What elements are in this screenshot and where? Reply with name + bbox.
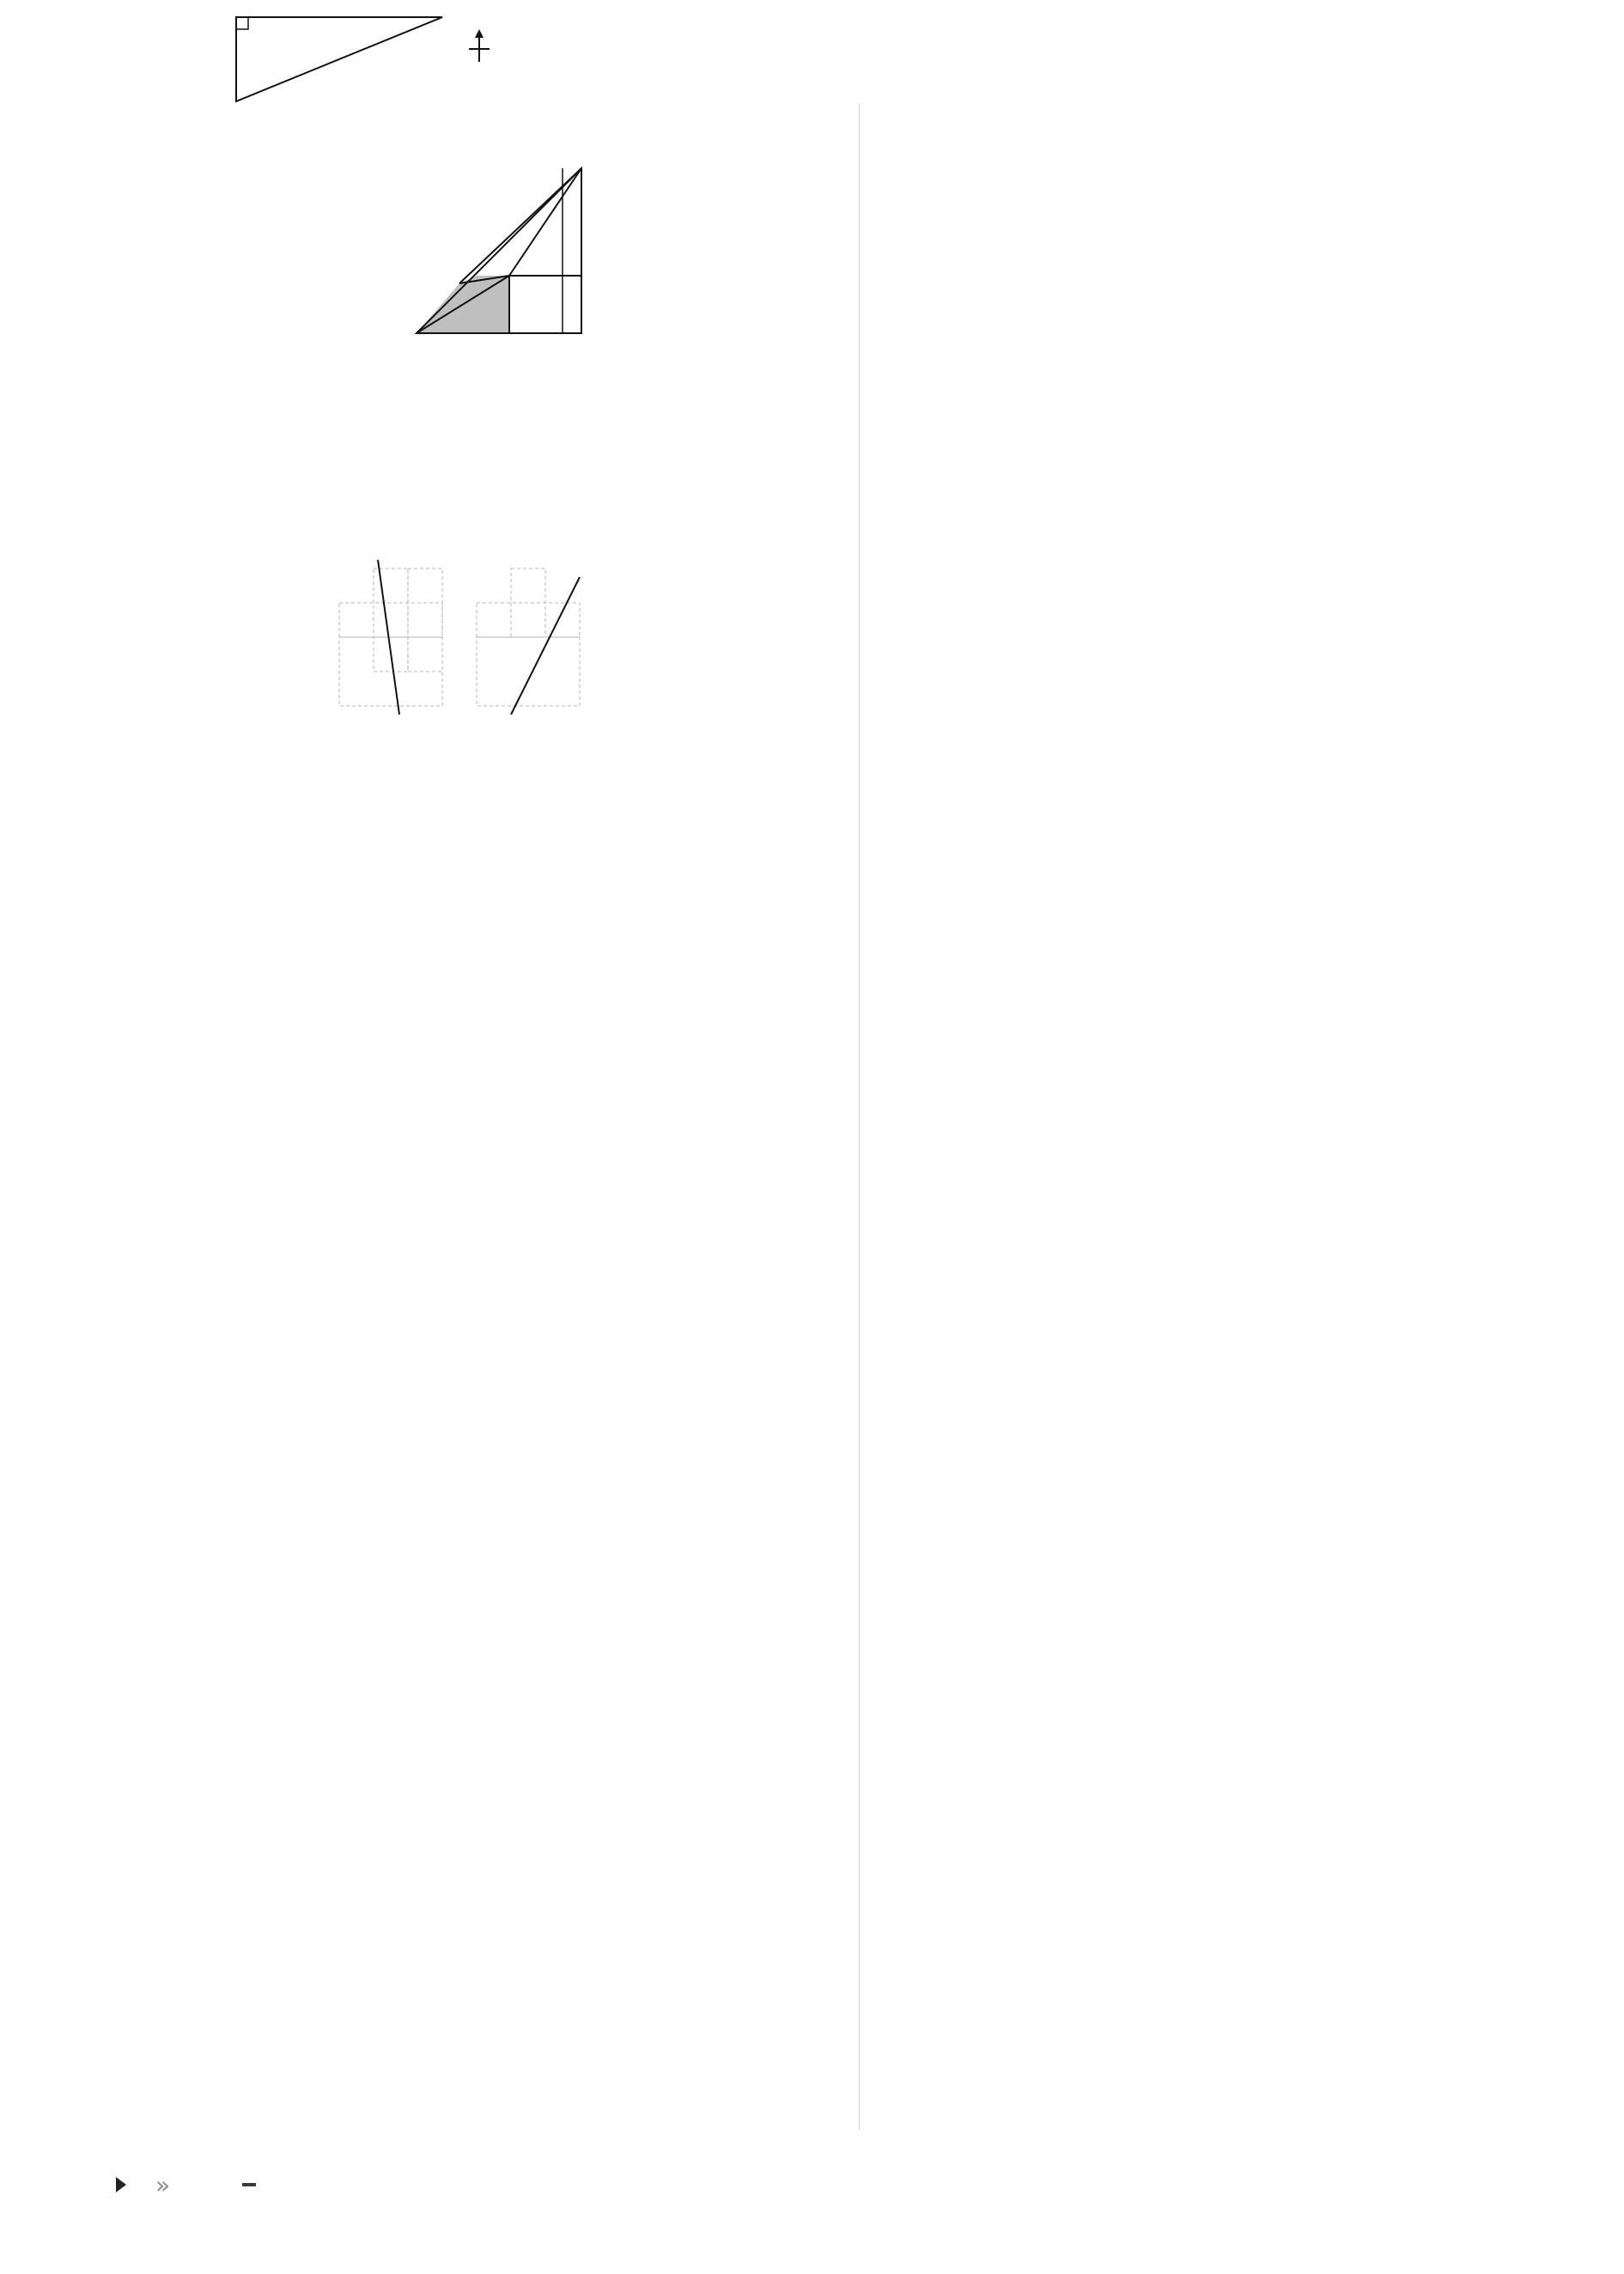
- column-divider: [859, 103, 860, 2130]
- figure-q10-captions: [116, 749, 850, 792]
- footer-arrow-icon: [116, 2177, 126, 2192]
- left-line: [116, 484, 850, 534]
- left-column: [116, 103, 850, 842]
- left-line: [116, 103, 850, 153]
- left-line: [116, 385, 850, 435]
- left-line: [116, 792, 850, 842]
- left-line: [116, 435, 850, 484]
- footer-badge: [242, 2183, 256, 2186]
- figure-q7-triangle: [116, 153, 850, 385]
- chevron-right-icon: »: [155, 2170, 171, 2199]
- page-footer: [116, 2164, 256, 2205]
- figure-q10-unfolded-cube: [116, 534, 850, 749]
